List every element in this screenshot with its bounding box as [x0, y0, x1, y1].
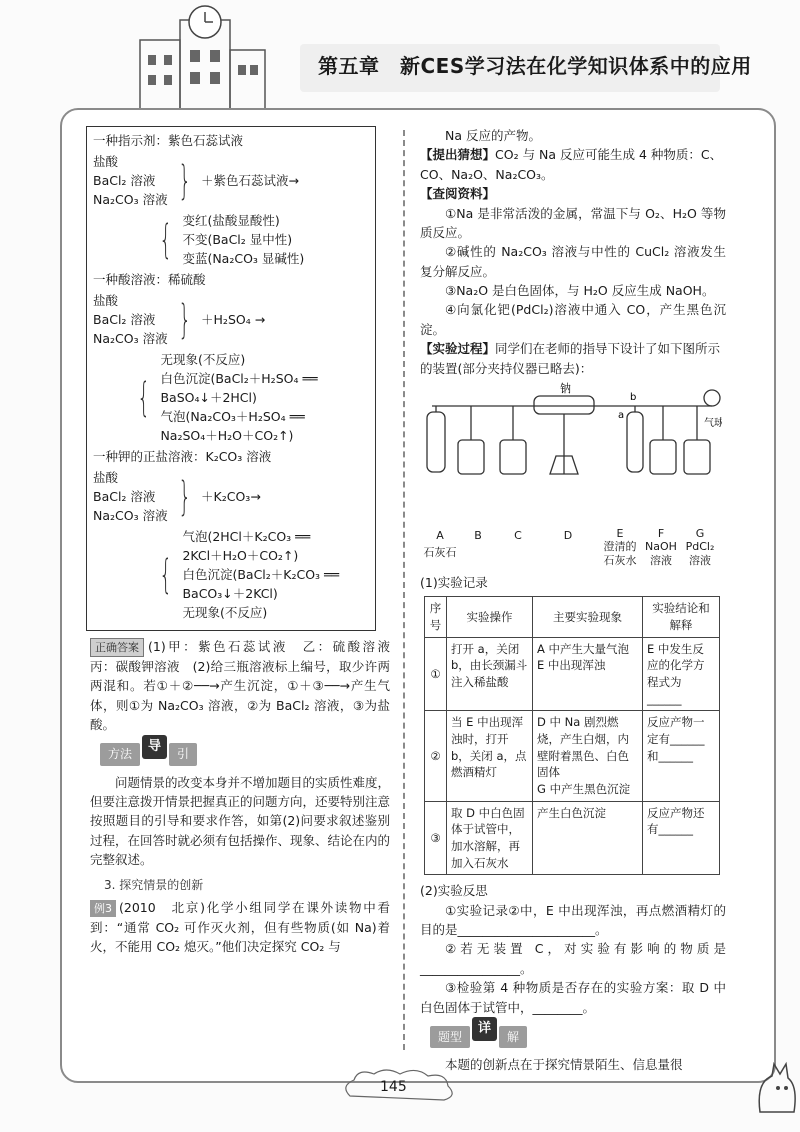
result: 变蓝(Na₂CO₃ 显碱性) — [182, 251, 305, 266]
result: BaSO₄↓＋2HCl) — [160, 390, 257, 405]
reagent: 盐酸 — [93, 293, 119, 308]
scheme1-results — [93, 211, 369, 268]
left-column — [90, 126, 403, 956]
result: 不变(BaCl₂ 显中性) — [182, 232, 293, 247]
table-cell: ③ — [425, 801, 447, 875]
reflect-item: ②若无装置 C，对实验有影响的物质是________________。 — [420, 941, 726, 976]
added-reagent: ＋H₂SO₄ → — [201, 311, 266, 327]
scheme3-title: 一种钾的正盐溶液：K₂CO₃ 溶液 — [93, 449, 272, 464]
reference-item: ①Na 是非常活泼的金属，常温下与 O₂、H₂O 等物质反应。 — [420, 205, 726, 240]
scheme2-results — [93, 350, 369, 445]
apparatus-diagram — [422, 382, 722, 520]
result: 变红(盐酸显酸性) — [182, 213, 280, 228]
brace-icon: { — [137, 374, 151, 421]
apparatus-label: G PdCl₂ 溶液 — [685, 527, 715, 567]
brace-icon: { — [159, 551, 173, 598]
reagent: 盐酸 — [93, 470, 119, 485]
reference-item: ④向氯化钯(PdCl₂)溶液中通入 CO，产生黑色沉淀。 — [420, 302, 726, 337]
answer-paragraph — [90, 637, 403, 735]
references-label: 【查阅资料】 — [420, 186, 496, 202]
reference-item: ③Na₂O 是白色固体，与 H₂O 反应生成 NaOH。 — [445, 283, 715, 298]
scheme3-results — [93, 527, 369, 622]
brace-icon: } — [177, 296, 191, 343]
apparatus-label: E 澄清的 石灰水 — [603, 527, 637, 567]
table-cell: E 中发生反应的化学方程式为______ — [643, 637, 720, 711]
section-heading: 3. 探究情景的创新 — [104, 877, 204, 892]
table-cell: D 中 Na 剧烈燃烧，产生白烟，内壁附着黑色、白色固体 G 中产生黑色沉淀 — [533, 711, 643, 801]
table-cell: A 中产生大量气泡 E 中出现浑浊 — [533, 637, 643, 711]
table-cell: 反应产物一定有______和______ — [643, 711, 720, 801]
procedure-text: 同学们在老师的指导下设计了如下图所示的装置(部分夹持仪器已略去)： — [420, 341, 721, 376]
example-paragraph — [90, 898, 390, 956]
table-cell: 取 D 中白色固体于试管中，加水溶解，再加入石灰水 — [447, 801, 533, 875]
reagent: BaCl₂ 溶液 — [93, 173, 156, 188]
scheme1-reagents — [93, 152, 369, 209]
result: 气泡(2HCl＋K₂CO₃ ══ — [182, 529, 311, 544]
answer-text: (1)甲：紫色石蕊试液 乙：硫酸溶液 丙：碳酸钾溶液 (2)给三瓶溶液标上编号，取少许两两混和。若①＋②──→产生沉淀，①＋③──→产生气体，则①为 Na₂CO₃ 溶液，②为 BaCl₂ 溶液，③为盐酸。 — [90, 639, 403, 733]
apparatus-label: F NaOH 溶液 — [645, 527, 677, 567]
hypothesis — [420, 145, 726, 184]
column-header: 实验操作 — [447, 597, 533, 637]
scheme2-reagents — [93, 291, 369, 348]
table-cell: ① — [425, 637, 447, 711]
apparatus-labels — [422, 527, 726, 567]
result: 气泡(Na₂CO₃＋H₂SO₄ ══ — [160, 409, 305, 424]
table-row — [425, 711, 720, 801]
answer-tag: 正确答案 — [90, 638, 144, 657]
method-text: 问题情景的改变本身并不增加题目的实质性难度，但要注意拨开情景把握真正的问题方向，还要特别注意按照题目的引导和要求作答，如第(2)问要求叙述鉴别过程，在回答时就必须有包括操作、现象、结论在内的完整叙述。 — [90, 774, 391, 868]
table-cell: 产生白色沉淀 — [533, 801, 643, 875]
scheme2-title: 一种酸溶液：稀硫酸 — [93, 272, 206, 287]
scheme1-title: 一种指示剂：紫色石蕊试液 — [93, 133, 244, 148]
section-label: 【提出猜想】 — [420, 147, 496, 163]
badge-text: 详 — [472, 1017, 497, 1041]
result: 白色沉淀(BaCl₂＋H₂SO₄ ══ — [160, 371, 318, 386]
reagent: BaCl₂ 溶液 — [93, 489, 156, 504]
badge-text: 导 — [142, 735, 167, 759]
result: 白色沉淀(BaCl₂＋K₂CO₃ ══ — [182, 567, 340, 582]
reagent: Na₂CO₃ 溶液 — [93, 192, 168, 207]
cat-illustration-icon — [752, 1052, 800, 1122]
analysis-badge — [430, 1020, 527, 1049]
table-row — [425, 801, 720, 875]
hypothesis-text: CO₂ 与 Na 反应可能生成 4 种物质：C、CO、Na₂O、Na₂CO₃。 — [420, 147, 723, 182]
brace-icon: } — [177, 473, 191, 520]
column-header: 主要实验现象 — [533, 597, 643, 637]
balloon-label: 气球 — [704, 417, 722, 429]
apparatus-label: C — [514, 529, 522, 543]
method-badge — [100, 738, 197, 767]
reagent: BaCl₂ 溶液 — [93, 312, 156, 327]
experiment-table — [424, 596, 720, 875]
reflect-title: (2)实验反思 — [420, 883, 488, 899]
valve-label: b — [630, 391, 637, 403]
column-header: 实验结论和解释 — [643, 597, 720, 637]
reagent: Na₂CO₃ 溶液 — [93, 331, 168, 346]
reagent: 盐酸 — [93, 154, 119, 169]
apparatus-label: B — [474, 529, 482, 543]
right-column — [420, 126, 726, 1074]
reagent: Na₂CO₃ 溶液 — [93, 508, 168, 523]
table-cell: 反应产物还有______ — [643, 801, 720, 875]
result: 无现象(不反应) — [160, 352, 246, 367]
badge-text: 题型 — [430, 1026, 470, 1049]
valve-label: a — [618, 409, 625, 421]
badge-text: 解 — [499, 1026, 527, 1049]
example-text: (2010 北京)化学小组同学在课外读物中看到：“通常 CO₂ 可作灭火剂，但有些物质(如 Na)着火，不能用 CO₂ 熄灭。”他们决定探究 CO₂ 与 — [90, 900, 390, 954]
table-row — [425, 637, 720, 711]
record-title: (1)实验记录 — [420, 574, 488, 590]
table-cell: ② — [425, 711, 447, 801]
badge-text: 方法 — [100, 743, 140, 766]
result: Na₂SO₄＋H₂O＋CO₂↑) — [160, 428, 294, 443]
section-label: 【实验过程】 — [420, 341, 496, 357]
reflect-item: ①实验记录②中，E 中出现浑浊，再点燃酒精灯的目的是______________________。 — [420, 902, 726, 938]
added-reagent: ＋K₂CO₃→ — [201, 488, 261, 504]
table-header-row — [425, 597, 720, 637]
column-header: 序号 — [425, 597, 447, 637]
column-divider — [403, 130, 413, 1050]
result: 2KCl＋H₂O＋CO₂↑) — [182, 548, 299, 563]
sodium-label: 钠 — [560, 381, 571, 395]
table-cell: 打开 a，关闭 b，由长颈漏斗注入稀盐酸 — [447, 637, 533, 711]
procedure — [420, 339, 726, 378]
apparatus-label: A 石灰石 — [423, 529, 457, 560]
badge-text: 引 — [169, 743, 197, 766]
example-tag: 例3 — [90, 900, 116, 917]
result: BaCO₃↓＋2KCl) — [182, 586, 278, 601]
scheme3-reagents — [93, 468, 369, 525]
analysis-text: 本题的创新点在于探究情景陌生、信息量很 — [445, 1057, 683, 1073]
identification-scheme-box — [86, 126, 376, 631]
apparatus-label: D — [563, 529, 573, 543]
page-number: 145 — [380, 1079, 407, 1095]
continued-text: Na 反应的产物。 — [445, 128, 541, 143]
result: 无现象(不反应) — [182, 605, 268, 620]
table-cell: 当 E 中出现浑浊时，打开 b，关闭 a，点燃酒精灯 — [447, 711, 533, 801]
brace-icon: } — [177, 157, 191, 204]
reflect-item: ③检验第 4 种物质是否存在的实验方案：取 D 中白色固体于试管中，________。 — [420, 980, 726, 1015]
brace-icon: { — [159, 216, 173, 263]
added-reagent: ＋紫色石蕊试液→ — [201, 172, 300, 188]
reference-item: ②碱性的 Na₂CO₃ 溶液与中性的 CuCl₂ 溶液发生复分解反应。 — [420, 244, 726, 279]
chapter-title: 第五章 新CES学习法在化学知识体系中的应用 — [318, 54, 752, 78]
